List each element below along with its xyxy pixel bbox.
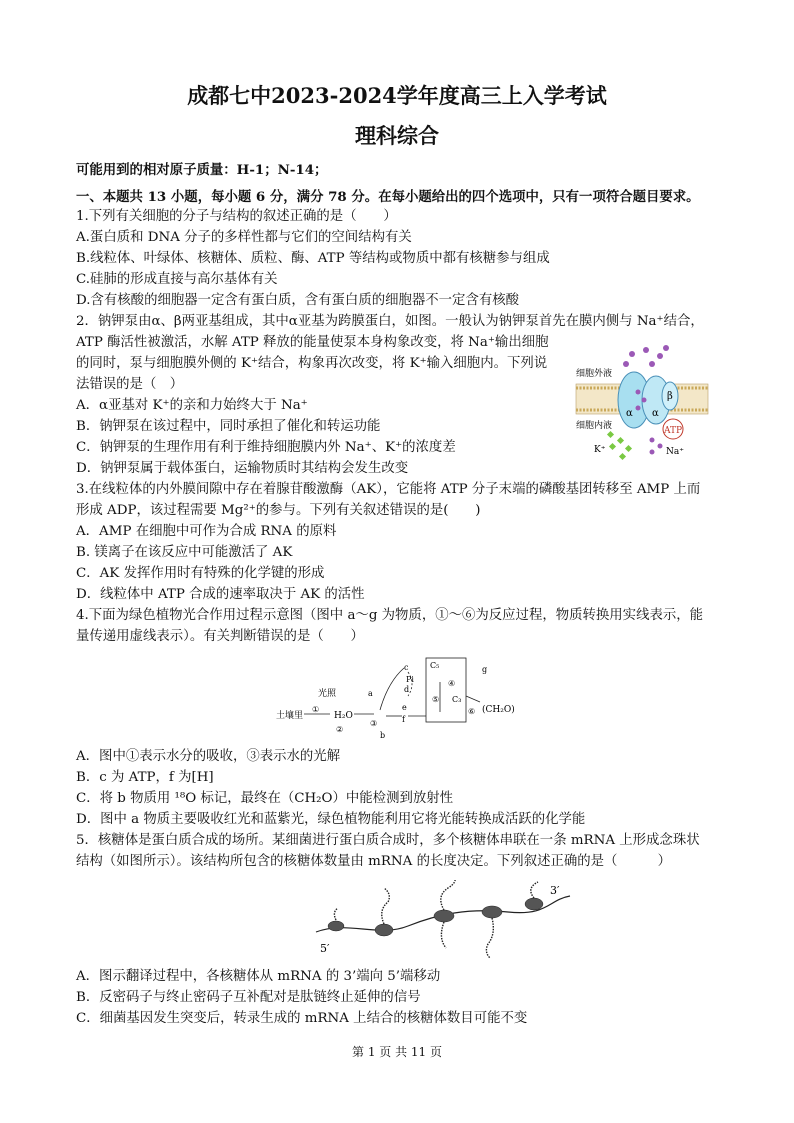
c5-label: C₅ [430,661,440,670]
q5-stem-line1: 5．核糖体是蛋白质合成的场所。某细菌进行蛋白质合成时，多个核糖体串联在一条 mRNA 上形成念珠状 [76,833,700,848]
q5-stem-line2: 结构（如图所示）。该结构所包含的核糖体数量由 mRNA 的长度决定。下列叙述正确的是（ ） [76,854,671,869]
substance-f-label: f [402,715,405,724]
alpha-label-right: α [652,408,659,419]
q3-stem-line2: 形成 ADP，该过程需要 Mg²⁺的参与。下列有关叙述错误的是( ) [76,503,481,518]
q3-option-d: D．线粒体中 ATP 合成的速率取决于 AK 的活性 [76,587,365,602]
q4-option-a: A．图中①表示水分的吸收，③表示水的光解 [76,749,341,764]
ribosomes [328,898,543,936]
substance-a-label: a [368,689,373,698]
substance-e-label: e [402,703,407,712]
three-prime-end-label: 3′ [550,884,560,897]
q2-stem-line4: 法错误的是（ ） [76,377,184,392]
pi-label: Pi [406,675,414,684]
process-3-label: ③ [370,719,378,728]
process-5-label: ⑤ [432,695,440,704]
polysome-figure [308,880,578,960]
q4-option-b: B．c 为 ATP，f 为[H] [76,770,214,785]
q2-stem-line3: 的同时，泵与细胞膜外侧的 K⁺结合，构象再次改变，将 K⁺输入细胞内。下列说 [76,356,548,371]
q2-option-c: C．钠钾泵的生理作用有利于维持细胞膜内外 Na⁺、K⁺的浓度差 [76,440,456,455]
q2-option-a: A．α亚基对 K⁺的亲和力始终大于 Na⁺ [76,398,308,413]
q1-stem: 1.下列有关细胞的分子与结构的叙述正确的是（ ） [76,209,397,224]
q3-stem-line1: 3.在线粒体的内外膜间隙中存在着腺苷酸激酶（AK），它能将 ATP 分子末端的磷酸基团转移至 AMP 上而 [76,482,701,497]
five-prime-end-label: 5′ [320,942,330,955]
exam-title: 成都七中2023-2024学年度高三上入学考试 [187,83,607,108]
q1-option-c: C.硅肺的形成直接与高尔基体有关 [76,272,278,287]
outside-label: 细胞外液 [576,369,613,379]
photosynthesis-figure [276,652,536,740]
q3-option-a: A．AMP 在细胞中可作为合成 RNA 的原料 [76,524,337,539]
na-ion-label: Na⁺ [666,447,684,457]
process-2-label: ② [336,725,344,734]
substance-b-label: b [380,731,386,740]
q5-option-a: A．图示翻译过程中，各核糖体从 mRNA 的 3’端向 5’端移动 [76,969,441,984]
beta-label: β [667,391,673,402]
process-4-label: ④ [448,679,456,688]
k-ion-label: K⁺ [594,445,606,455]
q2-option-d: D．钠钾泵属于载体蛋白，运输物质时其结构会发生改变 [76,461,409,476]
q3-option-b: B. 镁离子在该反应中可能激活了 AK [76,545,293,560]
q4-stem-line1: 4.下面为绿色植物光合作用过程示意图（图中 a～g 为物质，①～⑥为反应过程，物质转换用实线表示，能 [76,608,704,623]
na-ions-outside [623,345,669,367]
substance-g-label: g [482,665,488,674]
exam-subtitle: 理科综合 [355,123,439,148]
q4-option-d: D．图中 a 物质主要吸收红光和蓝紫光，绿色植物能利用它将光能转换成活跃的化学能 [76,812,586,827]
process-1-label: ① [312,705,320,714]
c3-label: C₃ [452,695,462,704]
water-label: H₂O [334,711,353,721]
q5-option-b: B．反密码子与终止密码子互补配对是肽链终止延伸的信号 [76,990,421,1005]
q1-option-b: B.线粒体、叶绿体、核糖体、质粒、酶、ATP 等结构或物质中都有核糖参与组成 [76,251,550,266]
atp-label: ATP [664,426,683,436]
substance-c-label: c [404,663,409,672]
soil-label: 土壤里 [276,711,304,721]
q1-option-d: D.含有核酸的细胞器一定含有蛋白质，含有蛋白质的细胞器不一定含有核酸 [76,293,520,308]
k-ions-inside [607,431,632,460]
q2-option-b: B．钠钾泵在该过程中，同时承担了催化和转运功能 [76,419,381,434]
q4-option-c: C．将 b 物质用 ¹⁸O 标记，最终在（CH₂O）中能检测到放射性 [76,791,454,806]
inside-label: 细胞内液 [576,421,613,431]
process-6-label: ⑥ [468,707,476,716]
atomic-mass-note: 可能用到的相对原子质量：H-1；N-14； [76,162,328,178]
q4-stem-line2: 量传递用虚线表示）。有关判断错误的是（ ） [76,629,364,644]
section-heading: 一、本题共 13 小题，每小题 6 分，满分 78 分。在每小题给出的四个选项中，只有一项符合题目要求。 [76,189,700,205]
na-ions-inside [650,438,663,455]
q2-stem-line1: 2．钠钾泵由α、β两亚基组成，其中α亚基为跨膜蛋白，如图。一般认为钠钾泵首先在膜内侧与 Na⁺结合， [76,314,704,329]
ch2o-label: (CH₂O) [482,705,515,715]
q2-stem-line2: ATP 酶活性被激活，水解 ATP 释放的能量使泵本身构象改变，将 Na⁺输出细胞 [76,335,549,350]
sodium-potassium-pump-figure [572,344,712,464]
alpha-label-left: α [626,408,633,419]
q5-option-c: C．细菌基因发生突变后，转录生成的 mRNA 上结合的核糖体数目可能不变 [76,1011,528,1026]
page-footer: 第 1 页 共 11 页 [352,1045,442,1059]
substance-d-label: d [404,685,410,694]
q3-option-c: C．AK 发挥作用时有特殊的化学键的形成 [76,566,325,581]
light-label: 光照 [318,689,337,699]
q1-option-a: A.蛋白质和 DNA 分子的多样性都与它们的空间结构有关 [76,230,412,245]
